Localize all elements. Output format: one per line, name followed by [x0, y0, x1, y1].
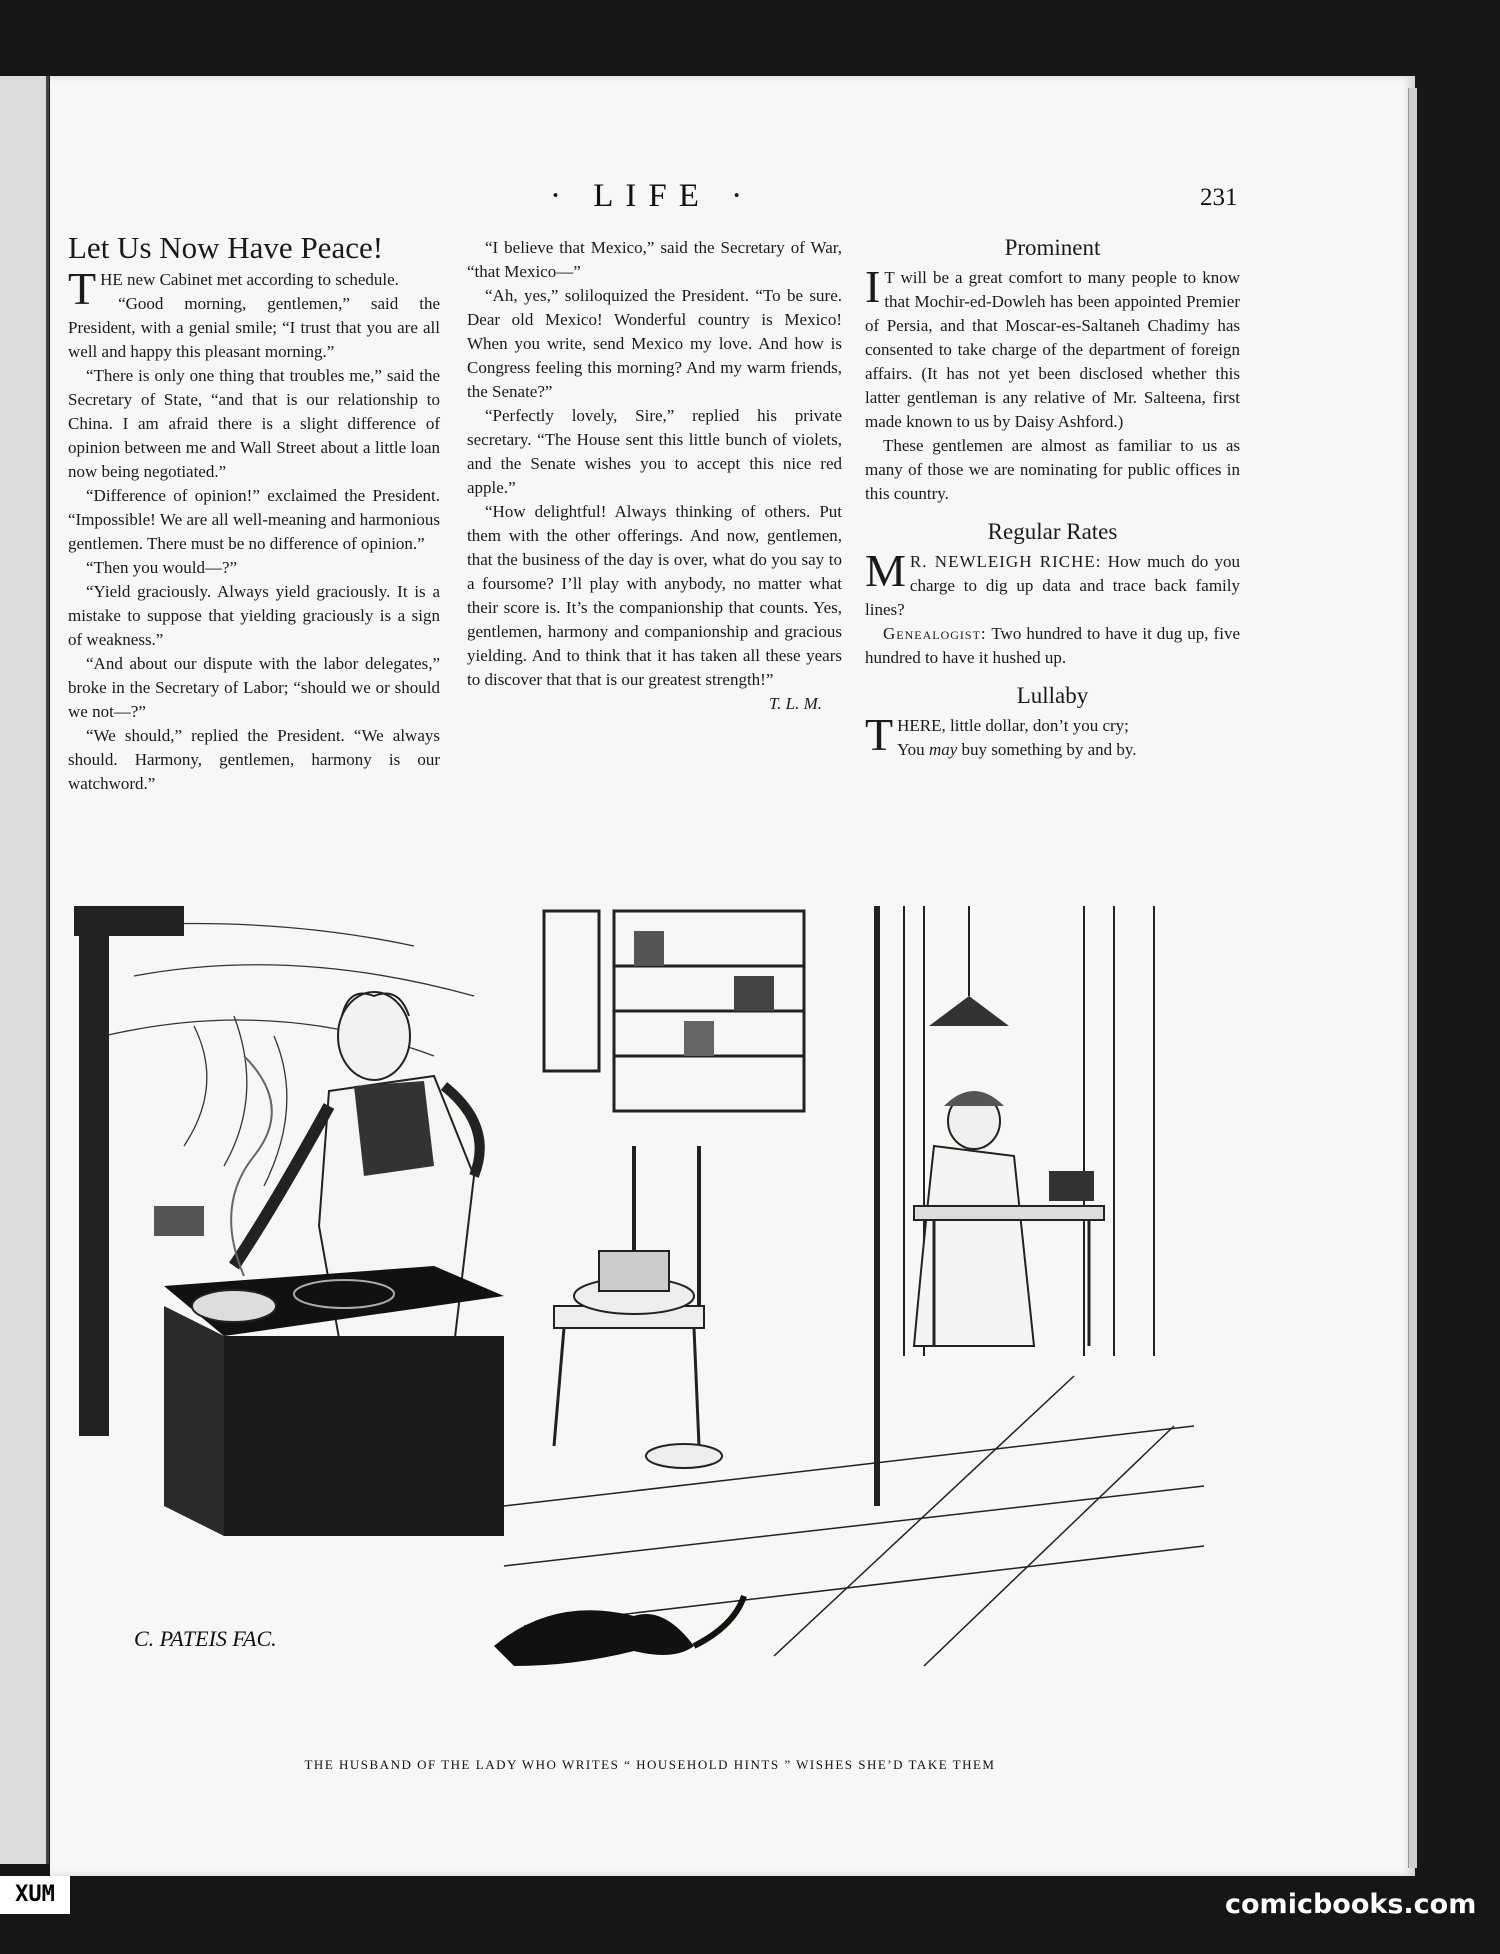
- watermark: comicbooks.com: [1225, 1889, 1477, 1920]
- article-paragraph: “Perfectly lovely, Sire,” replied his private secretary. “The House sent this little bunch of violets, and the Senate wishes you to accept this nice red apple.”: [467, 406, 842, 497]
- prominent-paragraph: I T will be a great comfort to many people to know that Mochir-ed-Dowleh has been appointed Premier of Persia, and that Moscar-es-Saltaneh Chadimy has consented to take charge of the department of foreign affairs. (It has not yet been disclosed whether this latter gentleman is any relative of Mr. Salteena, first made known to us by Daisy Ashford.): [865, 261, 1240, 431]
- article-paragraph: “I believe that Mexico,” said the Secretary of War, “that Mexico—”: [467, 238, 842, 281]
- plate-on-floor: [646, 1444, 722, 1468]
- page-edge: [1408, 88, 1417, 1868]
- lullaby-title: Lullaby: [1016, 683, 1089, 708]
- article-column-3: [865, 236, 1240, 762]
- artist-signature: C. PATEIS FAC.: [134, 1626, 277, 1651]
- stove-pipe: [79, 916, 109, 1436]
- page-number: 231: [1200, 184, 1238, 211]
- article-column-2: [467, 236, 842, 716]
- article-column-1: [68, 230, 440, 796]
- article-paragraph: “Yield graciously. Always yield graciously. It is a mistake to suppose that yielding graciously is a sign of weakness.”: [68, 582, 440, 649]
- article-paragraph: “Difference of opinion!” exclaimed the President. “Impossible! We are all well-meaning and harmonious gentlemen. There must be no difference of opinion.”: [68, 486, 440, 553]
- cartoon-caption: THE HUSBAND OF THE LADY WHO WRITES “ HOUSEHOLD HINTS ” WISHES SHE’D TAKE THEM: [304, 1757, 996, 1772]
- article-paragraph: “And about our dispute with the labor delegates,” broke in the Secretary of Labor; “should we or should we not—?”: [68, 654, 440, 721]
- previous-page-edge: [0, 76, 49, 1864]
- magazine-title: · LIFE ·: [550, 178, 755, 214]
- scan-label: XUM: [0, 1876, 70, 1914]
- article-title: Let Us Now Have Peace!: [68, 230, 384, 265]
- article-paragraph: THE new Cabinet met according to schedule.: [68, 263, 399, 314]
- prominent-title: Prominent: [1004, 235, 1101, 260]
- article-paragraph: “Then you would—?”: [86, 558, 238, 577]
- prominent-paragraph: These gentlemen are almost as familiar to us as many of those we are nominating for public offices in this country.: [865, 436, 1240, 503]
- rates-dialogue: M R. NEWLEIGH RICHE: How much do you charge to dig up data and trace back family lines?: [865, 545, 1240, 619]
- magazine-name: LIFE: [593, 178, 711, 214]
- article-paragraph: “There is only one thing that troubles me,” said the Secretary of State, “and that is our relationship to China. I am afraid there is a slight difference of opinion between me and Wall Street about a little loan now being negotiated.”: [68, 366, 440, 481]
- article-paragraph: “Ah, yes,” soliloquized the President. “To be sure. Dear old Mexico! Wonderful country is Mexico! When you write, send Mexico my love. And how is Congress feeling this morning? And my warm friends, the Senate?”: [467, 286, 842, 401]
- article-paragraph: “How delightful! Always thinking of others. Put them with the other offerings. And now, gentlemen, that the business of the day is over, what do you say to a foursome? I’ll play with anybody, no matter what their score is. It’s the companionship that counts. Yes, gentlemen, harmony and companionship and gracious yielding. And to think that it has taken all these years to discover that that is our greatest strength!”: [467, 502, 842, 689]
- dropcap: I: [865, 261, 881, 312]
- rates-title: Regular Rates: [987, 519, 1118, 544]
- cartoon-illustration: [74, 906, 1224, 1746]
- lullaby-verse: THERE, little dollar, don’t you cry; You may buy something by and by.: [865, 709, 1137, 760]
- dropcap: T: [865, 709, 894, 760]
- article-paragraph: “Good morning, gentlemen,” said the President, with a genial smile; “I trust that you are all well and happy this pleasant morning.”: [68, 294, 440, 361]
- article-paragraph: “We should,” replied the President. “We always should. Harmony, gentlemen, harmony is our watchword.”: [68, 726, 440, 793]
- rates-dialogue: Genealogist: Two hundred to have it dug up, five hundred to have it hushed up.: [865, 624, 1240, 667]
- dropcap: M: [865, 545, 906, 596]
- article-signature: T. L. M.: [768, 694, 822, 713]
- dropcap: T: [68, 263, 97, 314]
